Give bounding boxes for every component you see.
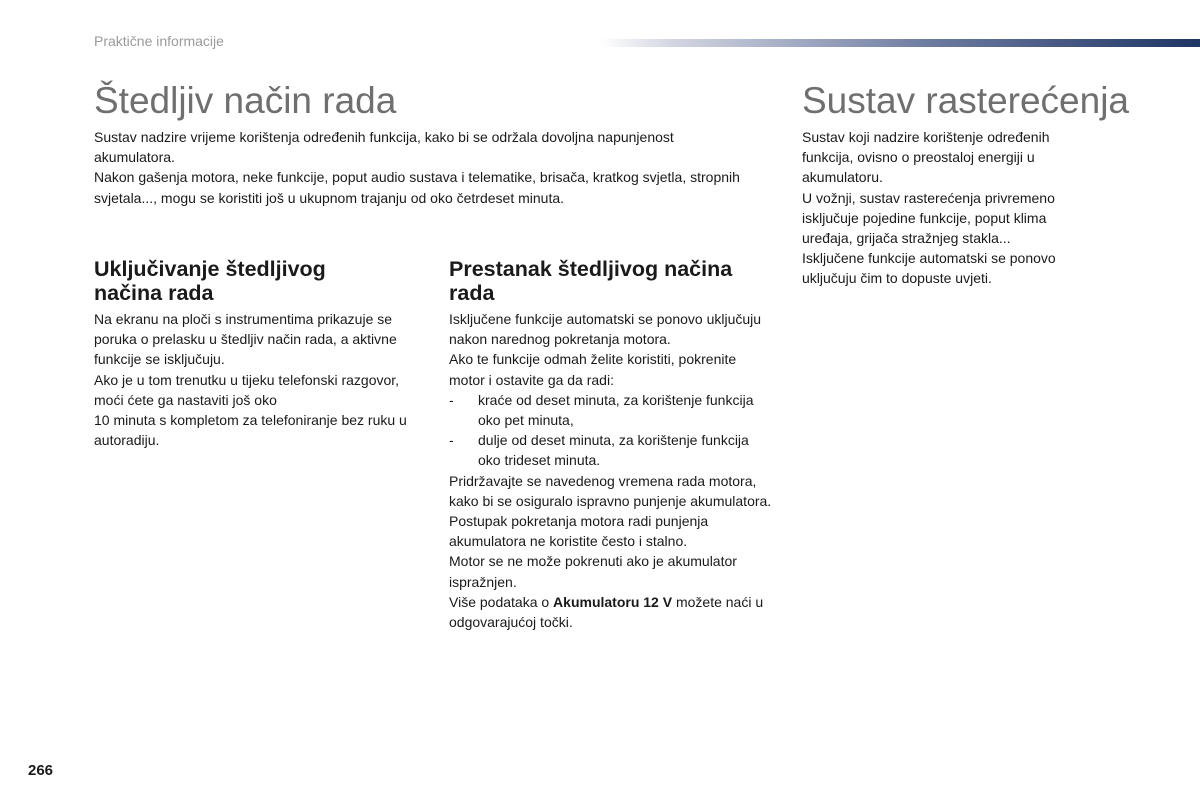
intro-paragraph [94, 127, 754, 208]
battery-reference: Akumulatoru 12 V [553, 593, 673, 610]
more-info-suffix: možete naći u odgovarajućoj točki. [449, 593, 764, 631]
section-header-label: Praktične informacije [94, 33, 224, 49]
body-line: U vožnji, sustav rasterećenja privremeno isključuje pojedine funkcije, poput klima uređaja, grijača stražnjeg stakla... [802, 189, 1055, 247]
body-line: Sustav koji nadzire korištenje određenih funkcija, ovisno o preostaloj energiji u akumulatoru. [802, 129, 1050, 186]
body-line: Ako je u tom trenutku u tijeku telefonski razgovor, moći ćete ga nastaviti još oko [94, 371, 400, 408]
subheading-economy-exit: Prestanak štedljivog načina rada [449, 257, 733, 305]
more-info-prefix: Više podataka o [449, 593, 554, 610]
bullet-item [449, 390, 775, 430]
main-title-load-reduction: Sustav rasterećenja [802, 80, 1130, 121]
body-line: Na ekranu na ploči s instrumentima prikazuje se poruka o prelasku u štedljiv način rada, a aktivne funkcije se isključuju. [94, 311, 397, 368]
main-title-economy-mode: Štedljiv način rada [94, 80, 397, 121]
bullet-dash: - [449, 432, 454, 449]
body-line: Isključene funkcije automatski se ponovo uključuju čim to dopuste uvjeti. [802, 250, 1056, 287]
load-reduction-text [802, 127, 1097, 289]
body-line: Pridržavajte se navedenog vremena rada motora, kako bi se osiguralo ispravno punjenje akumulatora. [449, 472, 772, 509]
header-gradient-bar [600, 39, 1200, 47]
subheading-economy-activation: Uključivanje štedljivog načina rada [94, 257, 326, 305]
body-line: Postupak pokretanja motora radi punjenja akumulatora ne koristite često i stalno. [449, 513, 709, 550]
body-line: Isključene funkcije automatski se ponovo uključuju nakon narednog pokretanja motora. [449, 311, 762, 348]
intro-line: Sustav nadzire vrijeme korištenja određenih funkcija, kako bi se održala dovoljna napunjenost akumulatora. [94, 129, 674, 166]
bullet-dash: - [449, 391, 454, 408]
bullet-text: kraće od deset minuta, za korištenje funkcija oko pet minuta, [478, 391, 754, 429]
body-line: 10 minuta s kompletom za telefoniranje bez ruku u autoradiju. [94, 412, 407, 449]
page-number: 266 [28, 762, 54, 779]
economy-exit-text [449, 309, 775, 632]
body-line: Motor se ne može pokrenuti ako je akumulator ispražnjen. [449, 553, 737, 590]
intro-line: Nakon gašenja motora, neke funkcije, poput audio sustava i telematike, brisača, kratkog svjetla, stropnih svjetala..., mogu se koristiti još u ukupnom trajanju od oko četrdeset minuta. [94, 169, 740, 206]
bullet-item [449, 430, 775, 470]
body-line: Ako te funkcije odmah želite koristiti, pokrenite motor i ostavite ga da radi: [449, 351, 737, 388]
bullet-text: dulje od deset minuta, za korištenje funkcija oko trideset minuta. [478, 432, 749, 469]
economy-activation-text [94, 309, 414, 450]
more-info-line [449, 592, 775, 632]
